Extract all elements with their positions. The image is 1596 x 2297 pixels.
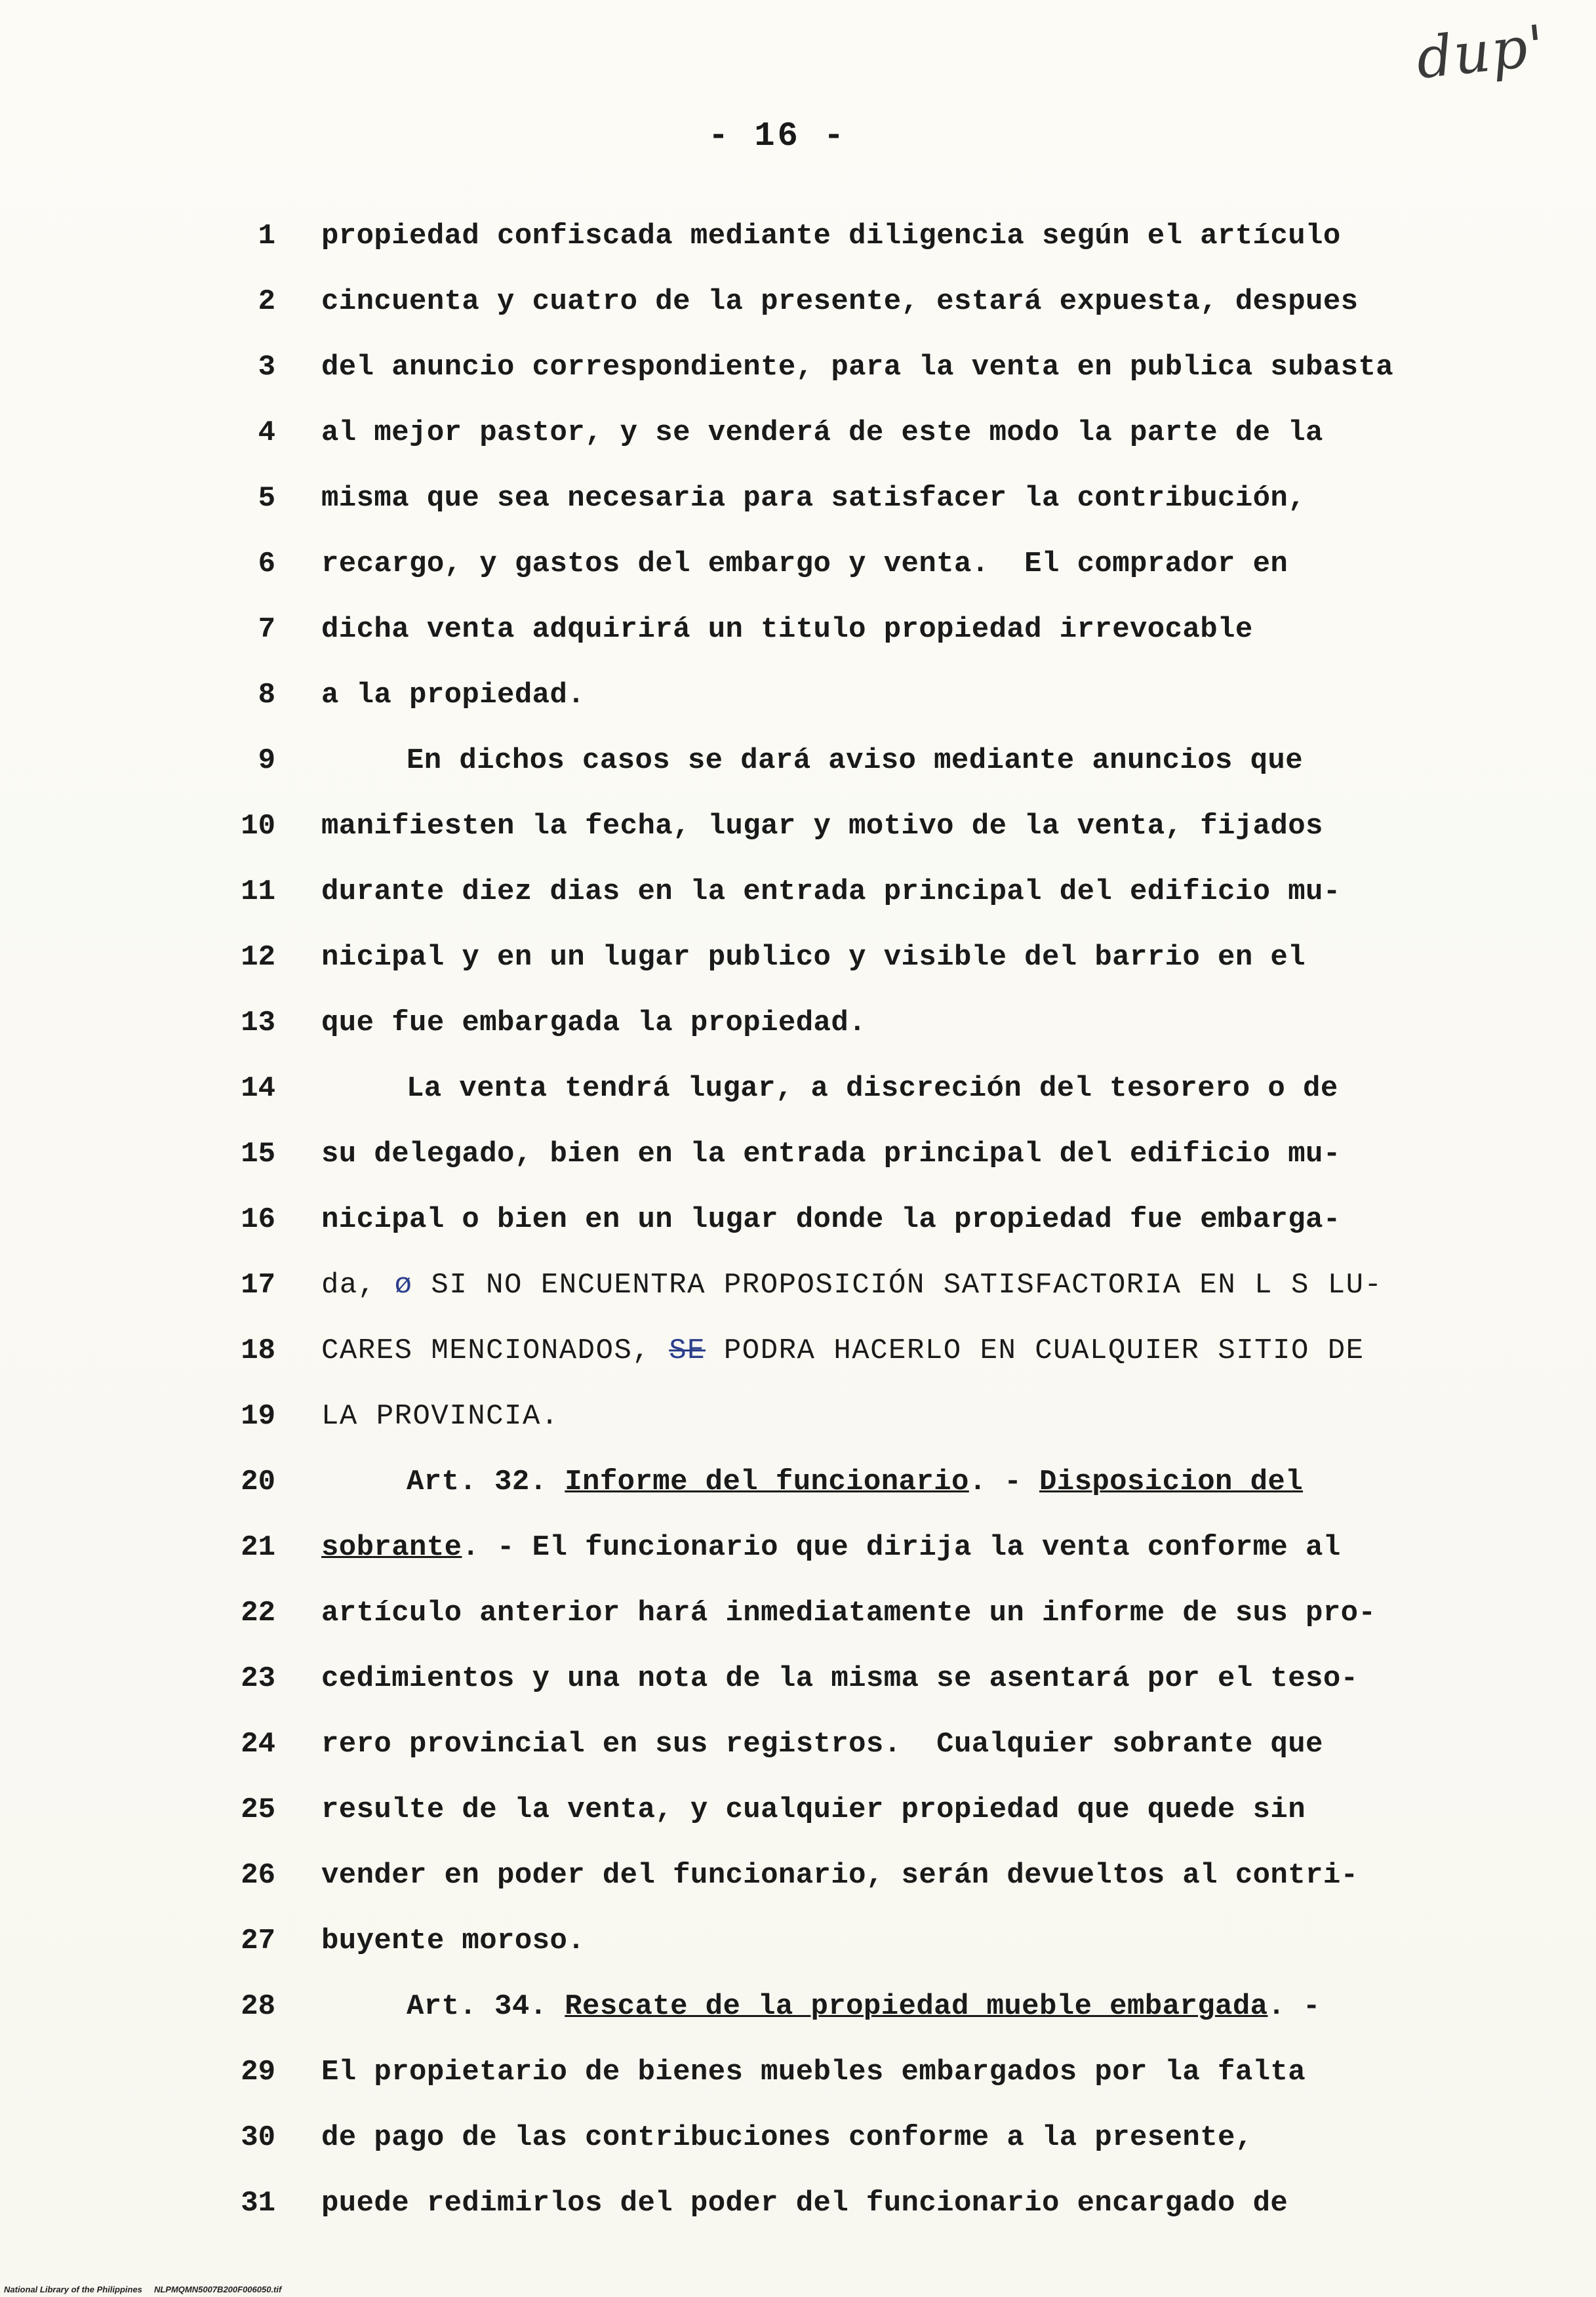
line-text-part: SI NO ENCUENTRA PROPOSICIÓN SATISFACTORIA EN L S LU- xyxy=(412,1269,1383,1302)
article-heading: Rescate de la propiedad mueble embargada xyxy=(565,1990,1268,2023)
line-number: 15 xyxy=(241,1138,275,1170)
line-text: durante diez dias en la entrada principal del edificio mu- xyxy=(321,875,1341,908)
text-line xyxy=(0,938,1596,990)
line-text xyxy=(407,1462,1303,1502)
line-number: 29 xyxy=(241,2056,275,2088)
text-line xyxy=(0,1593,1596,1646)
text-line xyxy=(0,1331,1596,1384)
line-number: 14 xyxy=(241,1072,275,1105)
line-text-part: . - El funcionario que dirija la venta conforme al xyxy=(462,1531,1341,1564)
text-line xyxy=(0,2052,1596,2105)
line-text: buyente moroso. xyxy=(321,1925,586,1957)
text-line xyxy=(0,1397,1596,1449)
line-text: a la propiedad. xyxy=(321,679,586,711)
line-text: de pago de las contribuciones conforme a la presente, xyxy=(321,2121,1253,2154)
line-text: nicipal y en un lugar publico y visible del barrio en el xyxy=(321,941,1306,974)
line-text: puede redimirlos del poder del funcionario encargado de xyxy=(321,2187,1288,2220)
article-heading: Disposicion del xyxy=(1039,1466,1304,1498)
line-number: 19 xyxy=(241,1400,275,1433)
line-number: 8 xyxy=(258,679,275,711)
line-number: 26 xyxy=(241,1859,275,1892)
line-number: 6 xyxy=(258,548,275,580)
text-line xyxy=(0,1921,1596,1974)
text-line xyxy=(0,2184,1596,2236)
line-number: 17 xyxy=(241,1269,275,1302)
line-text: nicipal o bien en un lugar donde la propiedad fue embarga- xyxy=(321,1203,1341,1236)
line-text: manifiesten la fecha, lugar y motivo de la venta, fijados xyxy=(321,810,1323,843)
line-number: 21 xyxy=(241,1531,275,1564)
text-line xyxy=(0,807,1596,859)
line-number: 1 xyxy=(258,220,275,252)
text-line xyxy=(0,479,1596,531)
line-number: 18 xyxy=(241,1334,275,1367)
line-text: cincuenta y cuatro de la presente, estará expuesta, despues xyxy=(321,285,1359,318)
line-number: 30 xyxy=(241,2121,275,2154)
text-line xyxy=(0,1200,1596,1252)
text-line xyxy=(0,544,1596,597)
text-line xyxy=(0,1528,1596,1580)
handwritten-insertion-mark: ø xyxy=(394,1269,413,1302)
line-number: 31 xyxy=(241,2187,275,2220)
line-number: 13 xyxy=(241,1007,275,1039)
text-line xyxy=(0,872,1596,925)
line-number: 27 xyxy=(241,1925,275,1957)
line-text xyxy=(321,1528,1341,1567)
text-line xyxy=(0,348,1596,400)
line-text: La venta tendrá lugar, a discreción del tesorero o de xyxy=(407,1072,1338,1105)
line-text xyxy=(321,1266,1382,1305)
text-line xyxy=(0,1659,1596,1711)
line-number: 22 xyxy=(241,1597,275,1629)
text-line xyxy=(0,216,1596,269)
text-line xyxy=(0,2118,1596,2170)
text-line xyxy=(0,1790,1596,1843)
line-number: 23 xyxy=(241,1662,275,1695)
line-text: vender en poder del funcionario, serán devueltos al contri- xyxy=(321,1859,1359,1892)
struck-word: SE xyxy=(669,1334,706,1367)
line-number: 9 xyxy=(258,744,275,777)
text-line xyxy=(0,675,1596,728)
line-text: del anuncio correspondiente, para la venta en publica subasta xyxy=(321,351,1394,384)
line-text: su delegado, bien en la entrada principal del edificio mu- xyxy=(321,1138,1341,1170)
line-text: que fue embargada la propiedad. xyxy=(321,1007,866,1039)
line-text: rero provincial en sus registros. Cualquier sobrante que xyxy=(321,1728,1323,1761)
handwritten-margin-note: dup' xyxy=(1413,12,1549,92)
text-line xyxy=(0,741,1596,793)
line-text: En dichos casos se dará aviso mediante anuncios que xyxy=(407,744,1304,777)
line-text-part: . - xyxy=(1267,1990,1321,2023)
line-number: 16 xyxy=(241,1203,275,1236)
line-text: recargo, y gastos del embargo y venta. El comprador en xyxy=(321,548,1288,580)
line-number: 25 xyxy=(241,1793,275,1826)
text-line xyxy=(0,1987,1596,2039)
line-text: resulte de la venta, y cualquier propiedad que quede sin xyxy=(321,1793,1306,1826)
page-number: - 16 - xyxy=(708,117,847,155)
line-number: 24 xyxy=(241,1728,275,1761)
text-line xyxy=(0,610,1596,662)
line-text-part: CARES MENCIONADOS, xyxy=(321,1334,669,1367)
line-text: dicha venta adquirirá un titulo propiedad irrevocable xyxy=(321,613,1253,646)
text-line xyxy=(0,282,1596,334)
line-number: 4 xyxy=(258,416,275,449)
text-line xyxy=(0,1134,1596,1187)
article-prefix: Art. 34. xyxy=(407,1990,565,2023)
text-line xyxy=(0,413,1596,466)
line-text-part: . - xyxy=(968,1466,1039,1498)
line-text: El propietario de bienes muebles embargados por la falta xyxy=(321,2056,1306,2088)
text-line xyxy=(0,1856,1596,1908)
line-number: 28 xyxy=(241,1990,275,2023)
line-text: artículo anterior hará inmediatamente un informe de sus pro- xyxy=(321,1597,1376,1629)
text-line xyxy=(0,1003,1596,1056)
text-line xyxy=(0,1462,1596,1515)
line-text-part: PODRA HACERLO EN CUALQUIER SITIO DE xyxy=(706,1334,1365,1367)
line-text: misma que sea necesaria para satisfacer la contribución, xyxy=(321,482,1306,515)
line-number: 7 xyxy=(258,613,275,646)
text-line xyxy=(0,1725,1596,1777)
line-number: 11 xyxy=(241,875,275,908)
line-text-part: da, xyxy=(321,1269,395,1302)
article-prefix: Art. 32. xyxy=(407,1466,565,1498)
line-text: LA PROVINCIA. xyxy=(321,1400,559,1433)
line-text xyxy=(321,1331,1365,1370)
text-line xyxy=(0,1069,1596,1121)
line-number: 10 xyxy=(241,810,275,843)
line-text xyxy=(407,1987,1321,2026)
line-text: cedimientos y una nota de la misma se asentará por el teso- xyxy=(321,1662,1359,1695)
article-heading: Informe del funcionario xyxy=(565,1466,969,1498)
scan-footer-caption: National Library of the Philippines NLPMQMN5007B200F006050.tif xyxy=(4,2285,282,2294)
article-heading: sobrante xyxy=(321,1531,462,1564)
text-line xyxy=(0,1266,1596,1318)
line-number: 20 xyxy=(241,1466,275,1498)
line-number: 12 xyxy=(241,941,275,974)
line-text: al mejor pastor, y se venderá de este modo la parte de la xyxy=(321,416,1323,449)
line-number: 5 xyxy=(258,482,275,515)
line-text: propiedad confiscada mediante diligencia según el artículo xyxy=(321,220,1341,252)
line-number: 2 xyxy=(258,285,275,318)
line-number: 3 xyxy=(258,351,275,384)
